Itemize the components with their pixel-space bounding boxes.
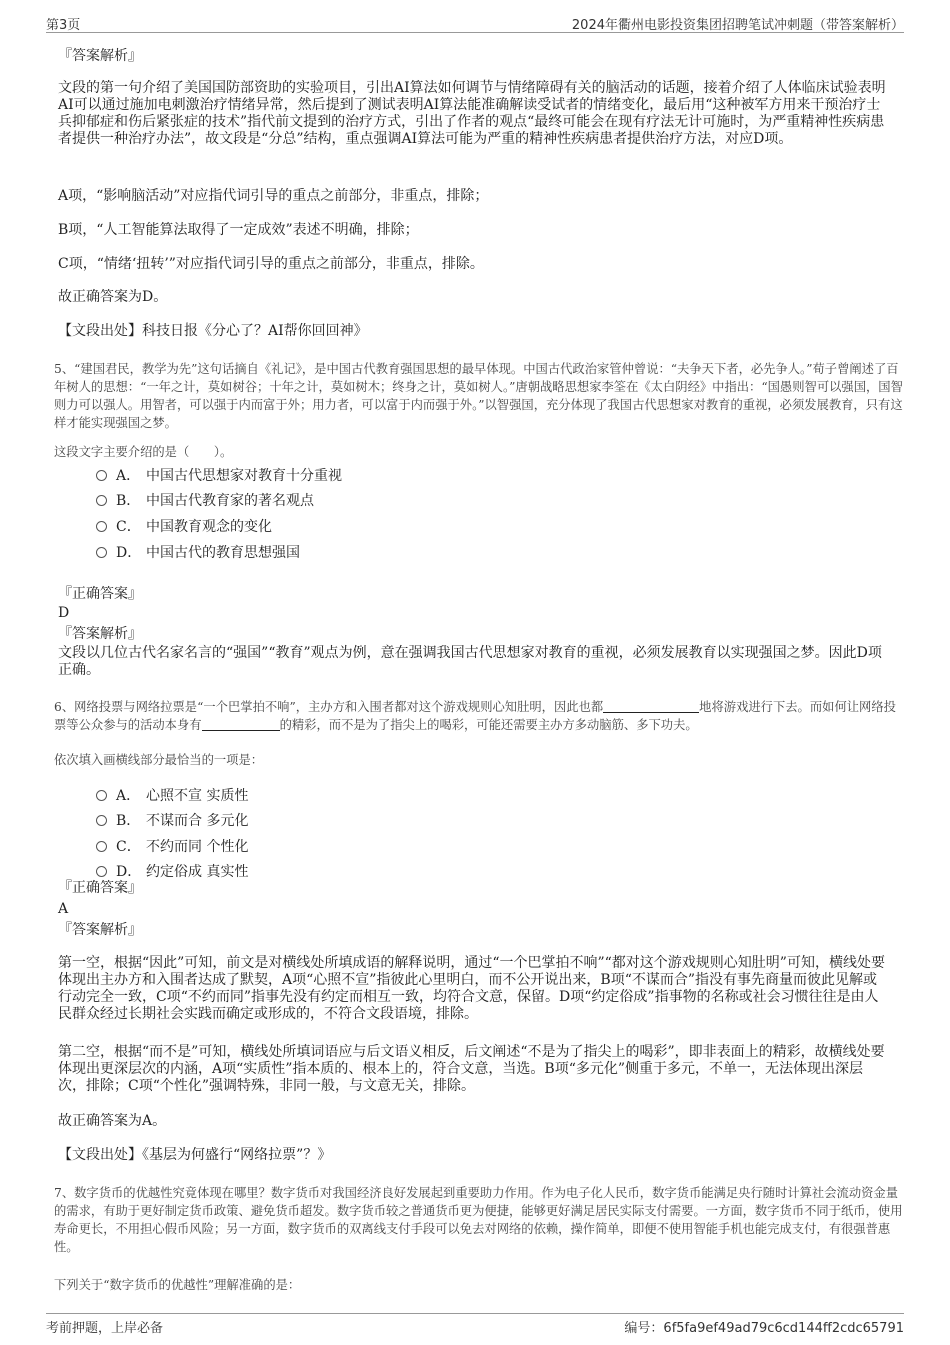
q7-prompt: 下列关于“数字货币的优越性”理解准确的是： (54, 1278, 301, 1292)
q6-prompt: 依次填入画横线部分最恰当的一项是： (54, 753, 264, 767)
radio-icon[interactable] (96, 866, 107, 877)
q6-answer: A (58, 901, 69, 917)
q4-source: 【文段出处】科技日报《分心了？AI帮你回回神》 (58, 323, 368, 339)
q5-prompt: 这段文字主要介绍的是（ ）。 (54, 445, 233, 459)
q6-analysis-second-blank: 第二空，根据“而不是”可知，横线处所填词语应与后文语义相反，后文阐述“不是为了指尖上的喝彩”，即非表面上的精彩，故横线处要体现出更深层次的内涵，A项“实质性”指本质的、根本上的，符合文意，当选。B项“多元化”侧重于多元，不单一，无法体现出深层次，排除；C项“个性化”强调特殊，非同一般，与文意无关，排除。 (58, 1044, 885, 1094)
q5-stem: 5、“建国君民，教学为先”这句话摘自《礼记》，是中国古代教育强国思想的最早体现。中国古代政治家管仲曾说：“夫争天下者，必先争人。”荀子曾阐述了百年树人的思想：“一年之计，莫如树谷；十年之计，莫如树木；终身之计，莫如树人。”唐朝战略思想家李筌在《太白阴经》中指出：“国愚则智可以强国，国智则力可以强人。用智者，可以强于内而富于外；用力者，可以富于内而强于外。”以智强国，充分体现了我国古代思想家对教育的重视，必须发展教育，只有这样才能实现强国之梦。 (54, 362, 903, 430)
radio-icon[interactable] (96, 547, 107, 558)
q4-option-c-analysis: C项，“情绪‘扭转’”对应指代词引导的重点之前部分，非重点，排除。 (58, 256, 484, 272)
document-id: 编号：6f5fa9ef49ad79c6cd144ff2cdc65791 (624, 1321, 904, 1336)
q6-answer-label: 『正确答案』 (58, 880, 142, 896)
q4-analysis-paragraph: 文段的第一句介绍了美国国防部资助的实验项目，引出AI算法如何调节与情绪障碍有关的脑活动的话题，接着介绍了人体临床试验表明AI可以通过施加电刺激治疗情绪异常，然后提到了测试表明AI算法能准确解读受试者的情绪变化，最后用“这种被军方用来干预治疗士兵抑郁症和伤后紧张症的技术”指代前文提到的治疗方式，引出了作者的观点“最终可能会在现有疗法无计可施时，为严重精神性疾病患者提供一种治疗办法”，故文段是“分总”结构，重点强调AI算法可能为严重的精神性疾病患者提供治疗方法，对应D项。 (58, 80, 886, 147)
radio-icon[interactable] (96, 815, 107, 826)
q6-analysis-label: 『答案解析』 (58, 922, 142, 938)
q6-conclusion: 故正确答案为A。 (58, 1113, 167, 1129)
page-footer (46, 1313, 904, 1336)
radio-icon[interactable] (96, 495, 107, 506)
q6-option-a[interactable]: A． 心照不宣 实质性 (96, 787, 248, 805)
q6-option-b[interactable]: B． 不谋而合 多元化 (96, 812, 248, 830)
page-number: 第3页 (46, 18, 81, 33)
radio-icon[interactable] (96, 790, 107, 801)
page-header (46, 12, 904, 33)
q5-answer: D (58, 605, 70, 621)
q6-stem: 6、网络投票与网络拉票是“一个巴掌拍不响”，主办方和入围者都对这个游戏规则心知肚明，因此也都 地将游戏进行下去。而如何让网络投票等公众参与的活动本身有 的精彩，而不是为了指尖上的喝彩，可能还需要主办方多动脑筋、多下功夫。 (54, 700, 896, 732)
q5-analysis-label: 『答案解析』 (58, 626, 142, 642)
q5-option-b[interactable]: B． 中国古代教育家的著名观点 (96, 492, 314, 510)
q6-option-c[interactable]: C． 不约而同 个性化 (96, 838, 248, 856)
footer-slogan: 考前押题，上岸必备 (46, 1321, 164, 1336)
radio-icon[interactable] (96, 470, 107, 481)
fill-blank-2 (202, 718, 280, 731)
radio-icon[interactable] (96, 841, 107, 852)
q4-option-b-analysis: B项，“人工智能算法取得了一定成效”表述不明确，排除； (58, 222, 419, 238)
q4-conclusion: 故正确答案为D。 (58, 289, 168, 305)
q5-option-c[interactable]: C． 中国教育观念的变化 (96, 518, 272, 536)
q5-option-a[interactable]: A． 中国古代思想家对教育十分重视 (96, 467, 342, 485)
q7-stem: 7、数字货币的优越性究竟体现在哪里？数字货币对我国经济良好发展起到重要助力作用。作为电子化人民币，数字货币能满足央行随时计算社会流动资金量的需求，有助于更好制定货币政策、避免货币超发。数字货币较之普通货币更为便捷，能够更好满足居民实际支付需要。一方面，数字货币不同于纸币，使用寿命更长，不用担心假币风险；另一方面，数字货币的双离线支付手段可以免去对网络的依赖，操作简单，即便不使用智能手机也能完成支付，有很强普惠性。 (54, 1186, 903, 1254)
q6-option-d[interactable]: D． 约定俗成 真实性 (96, 863, 248, 881)
q4-option-a-analysis: A项，“影响脑活动”对应指代词引导的重点之前部分，非重点，排除； (58, 188, 489, 204)
document-title: 2024年衢州电影投资集团招聘笔试冲刺题（带答案解析） (571, 18, 904, 33)
q6-analysis-first-blank: 第一空，根据“因此”可知，前文是对横线处所填成语的解释说明，通过“一个巴掌拍不响”“都对这个游戏规则心知肚明”可知，横线处要体现出主办方和入围者达成了默契，A项“心照不宣”指彼此心里明白，而不公开说出来，B项“不谋而合”指没有事先商量而彼此见解或行动完全一致，C项“不约而同”指事先没有约定而相互一致，均符合文意，保留。D项“约定俗成”指事物的名称或社会习惯往往是由人民群众经过长期社会实践而确定或形成的，不符合文段语境，排除。 (58, 955, 885, 1022)
radio-icon[interactable] (96, 521, 107, 532)
q6-source: 【文段出处】《基层为何盛行“网络拉票”？》 (58, 1147, 332, 1163)
q5-analysis: 文段以几位古代名家名言的“强国”“教育”观点为例，意在强调我国古代思想家对教育的重视，必须发展教育以实现强国之梦。因此D项正确。 (58, 645, 882, 678)
q5-option-d[interactable]: D． 中国古代的教育思想强国 (96, 544, 300, 562)
q5-answer-label: 『正确答案』 (58, 586, 142, 602)
q4-analysis-label: 『答案解析』 (58, 48, 142, 64)
fill-blank-1 (603, 700, 699, 713)
